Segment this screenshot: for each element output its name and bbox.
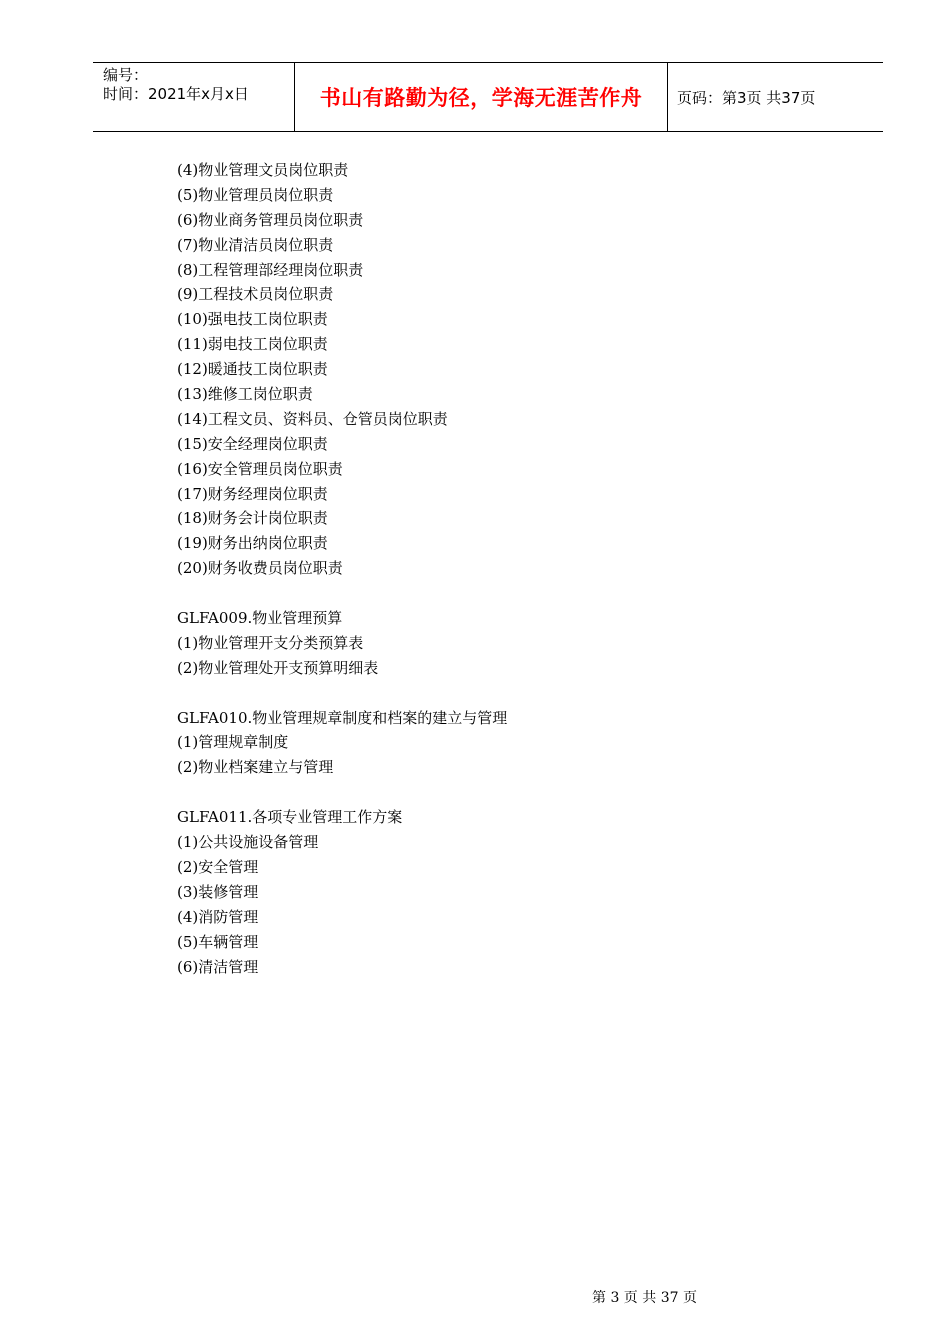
list-item: (19)财务出纳岗位职责 bbox=[177, 534, 328, 553]
section-spacer bbox=[177, 581, 817, 606]
list-item: (16)安全管理员岗位职责 bbox=[177, 459, 343, 478]
list-item: (15)安全经理岗位职责 bbox=[177, 434, 328, 453]
list-item: (13)维修工岗位职责 bbox=[177, 385, 313, 404]
list-item: (6)清洁管理 bbox=[177, 957, 259, 976]
list-item: (4)消防管理 bbox=[177, 907, 259, 926]
list-item: (4)物业管理文员岗位职责 bbox=[177, 161, 349, 179]
page-header bbox=[93, 62, 883, 132]
header-page-code: 页码：第3页 共37页 bbox=[677, 88, 816, 107]
list-item: (5)车辆管理 bbox=[177, 932, 259, 951]
list-item: (12)暖通技工岗位职责 bbox=[177, 360, 328, 379]
section-title: GLFA009.物业管理预算 bbox=[177, 609, 343, 628]
budget-section bbox=[177, 606, 817, 681]
section-title: GLFA011.各项专业管理工作方案 bbox=[177, 808, 403, 827]
list-item: (17)财务经理岗位职责 bbox=[177, 484, 328, 503]
section-title: GLFA010.物业管理规章制度和档案的建立与管理 bbox=[177, 708, 508, 727]
plans-section bbox=[177, 805, 817, 979]
list-item: (2)物业档案建立与管理 bbox=[177, 758, 334, 777]
page-footer-number: 第 3 页 共 37 页 bbox=[592, 1290, 697, 1306]
header-motto: 书山有路勤为径，学海无涯苦作舟 bbox=[319, 86, 643, 110]
section-spacer bbox=[177, 681, 817, 706]
list-item: (3)装修管理 bbox=[177, 882, 259, 901]
list-item: (18)财务会计岗位职责 bbox=[177, 509, 328, 528]
list-item: (11)弱电技工岗位职责 bbox=[177, 335, 328, 354]
section-spacer bbox=[177, 780, 817, 805]
list-item: (1)物业管理开支分类预算表 bbox=[177, 633, 364, 652]
header-info-cell bbox=[93, 63, 295, 131]
header-motto-cell bbox=[295, 63, 668, 131]
document-time-label: 时间：2021年x月x日 bbox=[103, 85, 249, 103]
job-duties-list bbox=[177, 158, 817, 581]
list-item: (8)工程管理部经理岗位职责 bbox=[177, 260, 364, 279]
rules-section bbox=[177, 706, 817, 781]
list-item: (20)财务收费员岗位职责 bbox=[177, 559, 343, 578]
list-item: (6)物业商务管理员岗位职责 bbox=[177, 210, 364, 229]
list-item: (2)物业管理处开支预算明细表 bbox=[177, 658, 379, 677]
list-item: (10)强电技工岗位职责 bbox=[177, 310, 328, 329]
list-item: (9)工程技术员岗位职责 bbox=[177, 285, 334, 304]
list-item: (1)公共设施设备管理 bbox=[177, 833, 319, 852]
list-item: (5)物业管理员岗位职责 bbox=[177, 185, 334, 204]
header-page-cell bbox=[668, 63, 883, 131]
list-item: (2)安全管理 bbox=[177, 857, 259, 876]
document-number-label: 编号： bbox=[103, 66, 149, 84]
list-item: (14)工程文员、资料员、仓管员岗位职责 bbox=[177, 409, 448, 428]
list-item: (1)管理规章制度 bbox=[177, 733, 289, 752]
document-body bbox=[177, 158, 817, 979]
list-item: (7)物业清洁员岗位职责 bbox=[177, 235, 334, 254]
